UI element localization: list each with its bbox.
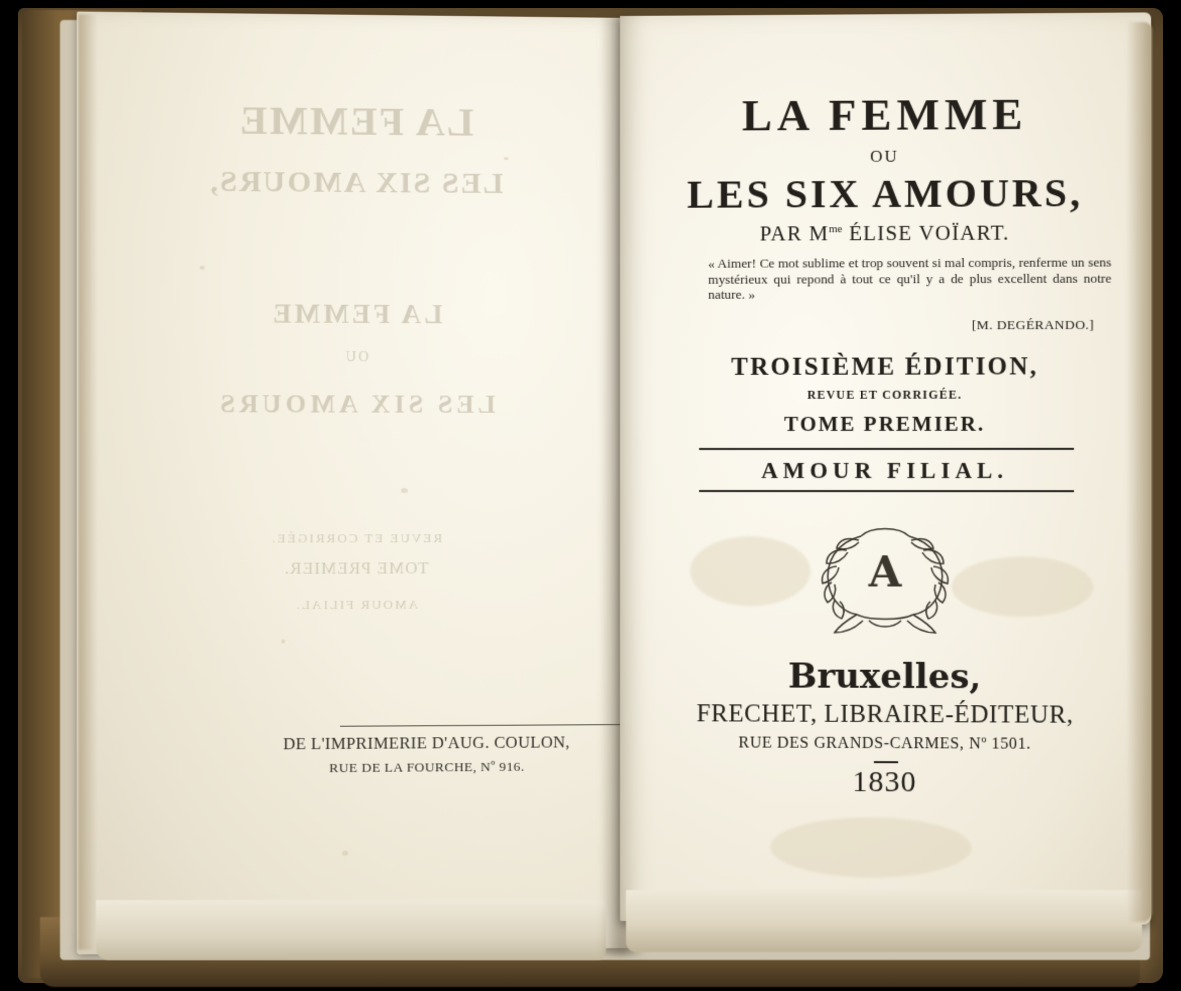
publisher-name: FRECHET, LIBRAIRE-ÉDITEUR,	[696, 700, 1074, 729]
paper-fleck	[281, 639, 285, 643]
title-page	[620, 12, 1151, 924]
showthrough-line: LA FEMME	[238, 97, 474, 145]
right-under-leaf	[626, 890, 1142, 952]
divider-rule-top	[699, 448, 1074, 450]
showthrough-line: TOME PREMIER.	[283, 558, 429, 578]
showthrough-line: OU	[344, 350, 369, 366]
showthrough-line: LA FEMME	[269, 298, 443, 330]
title-connector: OU	[870, 146, 899, 166]
edition-substatement: REVUE ET CORRIGÉE.	[807, 387, 963, 402]
printer-imprint-line-2: RUE DE LA FOURCHE, Nº 916.	[329, 758, 525, 776]
publisher-address: RUE DES GRANDS-CARMES, Nº 1501.	[738, 734, 1032, 753]
showthrough-line: LES SIX AMOURS,	[208, 164, 504, 201]
left-under-leaf	[96, 900, 606, 960]
printer-imprint-line-1: DE L'IMPRIMERIE D'AUG. COULON,	[283, 732, 571, 754]
right-page-deckle-edge	[1126, 22, 1152, 922]
publication-city: Bruxelles,	[788, 656, 982, 698]
author-line	[620, 220, 1151, 247]
part-title: AMOUR FILIAL.	[761, 457, 1009, 484]
showthrough-line: LES SIX AMOURS	[216, 389, 496, 419]
imprint-rule	[340, 724, 628, 727]
left-page	[77, 12, 632, 955]
paper-fleck	[342, 851, 348, 856]
publication-year: 1830	[852, 765, 917, 799]
paper-fleck	[200, 266, 205, 270]
year-divider-rule	[874, 761, 898, 763]
paper-foxing	[690, 536, 810, 606]
paper-fleck	[401, 488, 408, 493]
paper-foxing	[952, 556, 1094, 617]
title-main: LA FEMME	[741, 88, 1028, 141]
epigraph-source: [M. DEGÉRANDO.]	[971, 316, 1095, 333]
author-name: ÉLISE VOÏART.	[842, 220, 1010, 246]
monogram-wreath-ornament-icon	[798, 508, 971, 641]
volume-statement: TOME PREMIER.	[784, 411, 986, 436]
author-superscript: me	[828, 223, 843, 236]
author-prefix: PAR M	[759, 221, 829, 246]
edition-statement: TROISIÈME ÉDITION,	[731, 353, 1039, 381]
showthrough-line: AMOUR FILIAL.	[294, 596, 419, 613]
paper-fleck	[504, 157, 509, 160]
paper-foxing	[770, 817, 971, 878]
svg-text:A: A	[868, 547, 902, 597]
left-page-deckle-edge	[78, 14, 98, 950]
title-subtitle: LES SIX AMOURS,	[687, 169, 1084, 217]
showthrough-line: REVUE ET CORRIGÉE.	[270, 530, 443, 546]
divider-rule-bottom	[699, 490, 1074, 492]
epigraph-text: « Aimer! Ce mot sublime et trop souvent si mal compris, renferme un sens mystérieux qui repond à tout ce qu'il y a de plus excellent dans notre nature. »	[708, 254, 1112, 302]
